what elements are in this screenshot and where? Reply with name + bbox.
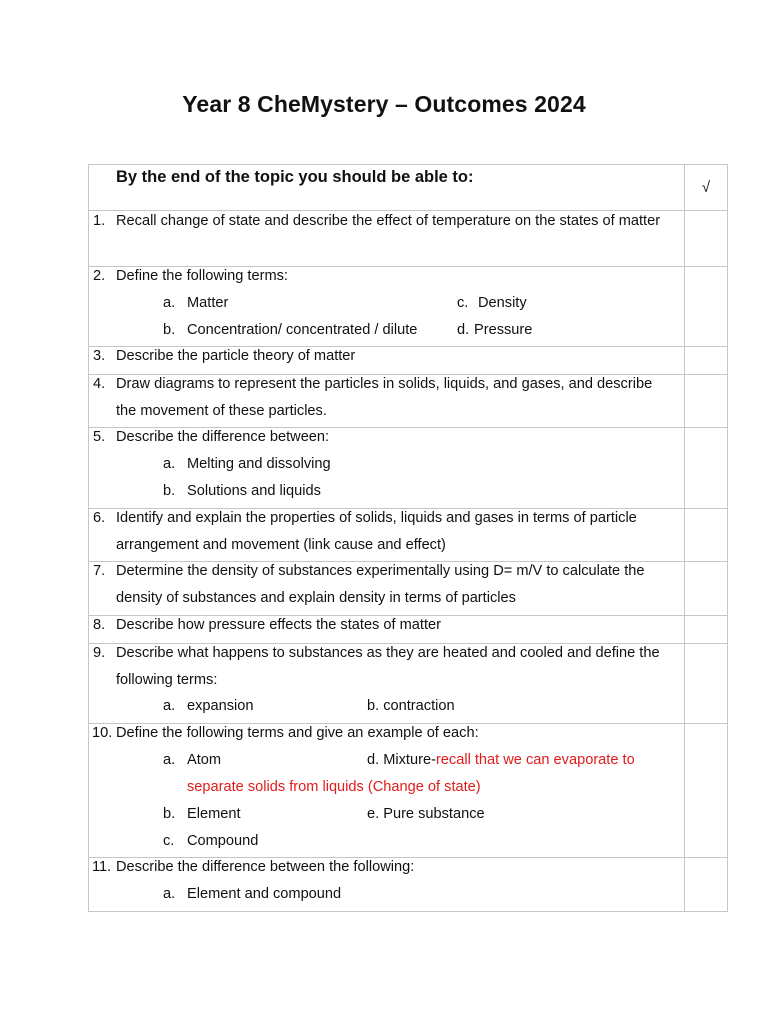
row-number: 1.	[93, 213, 106, 229]
table-row	[89, 375, 728, 428]
row-text: Describe what happens to substances as they are heated and cooled and define the	[116, 645, 660, 661]
table-row	[89, 724, 728, 858]
table-row	[89, 644, 728, 724]
checkbox-cell[interactable]	[685, 562, 728, 616]
sub-text: e. Pure substance	[367, 806, 485, 822]
page-title: Year 8 CheMystery – Outcomes 2024	[182, 91, 586, 117]
sub-text: d. Mixture-recall that we can evaporate to	[367, 752, 635, 768]
sub-text: Compound	[187, 833, 259, 849]
table-row	[89, 347, 728, 375]
row-text: the movement of these particles.	[116, 403, 327, 419]
check-column-header: √	[685, 165, 728, 211]
checkbox-cell[interactable]	[685, 724, 728, 858]
row-number: 6.	[93, 510, 106, 526]
row-text: Draw diagrams to represent the particles in solids, liquids, and gases, and describe	[116, 376, 653, 392]
sub-label: a.	[163, 886, 176, 902]
row-number: 3.	[93, 348, 106, 364]
row-number: 9.	[93, 645, 106, 661]
checkbox-cell[interactable]	[685, 267, 728, 347]
sub-label: b.	[163, 806, 176, 822]
sub-text: Solutions and liquids	[187, 483, 321, 499]
sub-text: expansion	[187, 698, 254, 714]
checkbox-cell[interactable]	[685, 644, 728, 724]
sub-label: b.	[163, 483, 176, 499]
row-text: Define the following terms and give an example of each:	[116, 725, 479, 741]
sub-text: Melting and dissolving	[187, 456, 331, 472]
row-text: Describe the difference between the following:	[116, 859, 415, 875]
row-number: 8.	[93, 617, 106, 633]
table-row	[89, 267, 728, 347]
sub-text: Element	[187, 806, 241, 822]
row-text: Describe how pressure effects the states of matter	[116, 617, 441, 633]
checkbox-cell[interactable]	[685, 616, 728, 644]
outcomes-table	[88, 164, 728, 912]
sub-text: Element and compound	[187, 886, 342, 902]
sub-text: Pressure	[474, 322, 533, 338]
sub-label: a.	[163, 295, 176, 311]
checkbox-cell[interactable]	[685, 509, 728, 562]
table-row	[89, 858, 728, 912]
sub-label: c.	[163, 833, 175, 849]
table-row	[89, 211, 728, 267]
sub-text: Concentration/ concentrated / dilute	[187, 322, 418, 338]
sub-label: a.	[163, 456, 176, 472]
row-number: 11.	[92, 859, 112, 875]
row-number: 10.	[92, 725, 113, 741]
sub-text: Atom	[187, 752, 222, 768]
sub-text: b. contraction	[367, 698, 455, 714]
table-row	[89, 562, 728, 616]
row-number: 5.	[93, 429, 106, 445]
row-text: Describe the difference between:	[116, 429, 330, 445]
row-text: arrangement and movement (link cause and effect)	[116, 537, 446, 553]
table-header-text: By the end of the topic you should be able to:	[116, 168, 474, 186]
checkbox-cell[interactable]	[685, 858, 728, 912]
checkbox-cell[interactable]	[685, 375, 728, 428]
sub-text: Density	[478, 295, 527, 311]
checkbox-cell[interactable]	[685, 347, 728, 375]
row-text: Recall change of state and describe the effect of temperature on the states of matter	[116, 213, 661, 229]
row-number: 4.	[93, 376, 106, 392]
red-note: separate solids from liquids (Change of state)	[187, 779, 481, 795]
table-header-row	[89, 165, 728, 211]
row-text: Describe the particle theory of matter	[116, 348, 356, 364]
row-text: Identify and explain the properties of solids, liquids and gases in terms of particle	[116, 510, 637, 526]
row-text: density of substances and explain density in terms of particles	[116, 590, 516, 606]
sub-label: b.	[163, 322, 176, 338]
table-row	[89, 428, 728, 509]
sub-label: a.	[163, 698, 176, 714]
red-note: recall that we can evaporate to	[435, 752, 635, 768]
row-number: 2.	[93, 268, 106, 284]
sub-text: Matter	[187, 295, 229, 311]
sub-label: d.	[457, 322, 470, 338]
checkbox-cell[interactable]	[685, 428, 728, 509]
row-text: following terms:	[116, 672, 218, 688]
row-text: Define the following terms:	[116, 268, 288, 284]
checkbox-cell[interactable]	[685, 211, 728, 267]
sub-label: a.	[163, 752, 176, 768]
sub-label: c.	[457, 295, 469, 311]
row-number: 7.	[93, 563, 106, 579]
table-row	[89, 509, 728, 562]
row-text: Determine the density of substances experimentally using D= m/V to calculate the	[116, 563, 645, 579]
table-row	[89, 616, 728, 644]
